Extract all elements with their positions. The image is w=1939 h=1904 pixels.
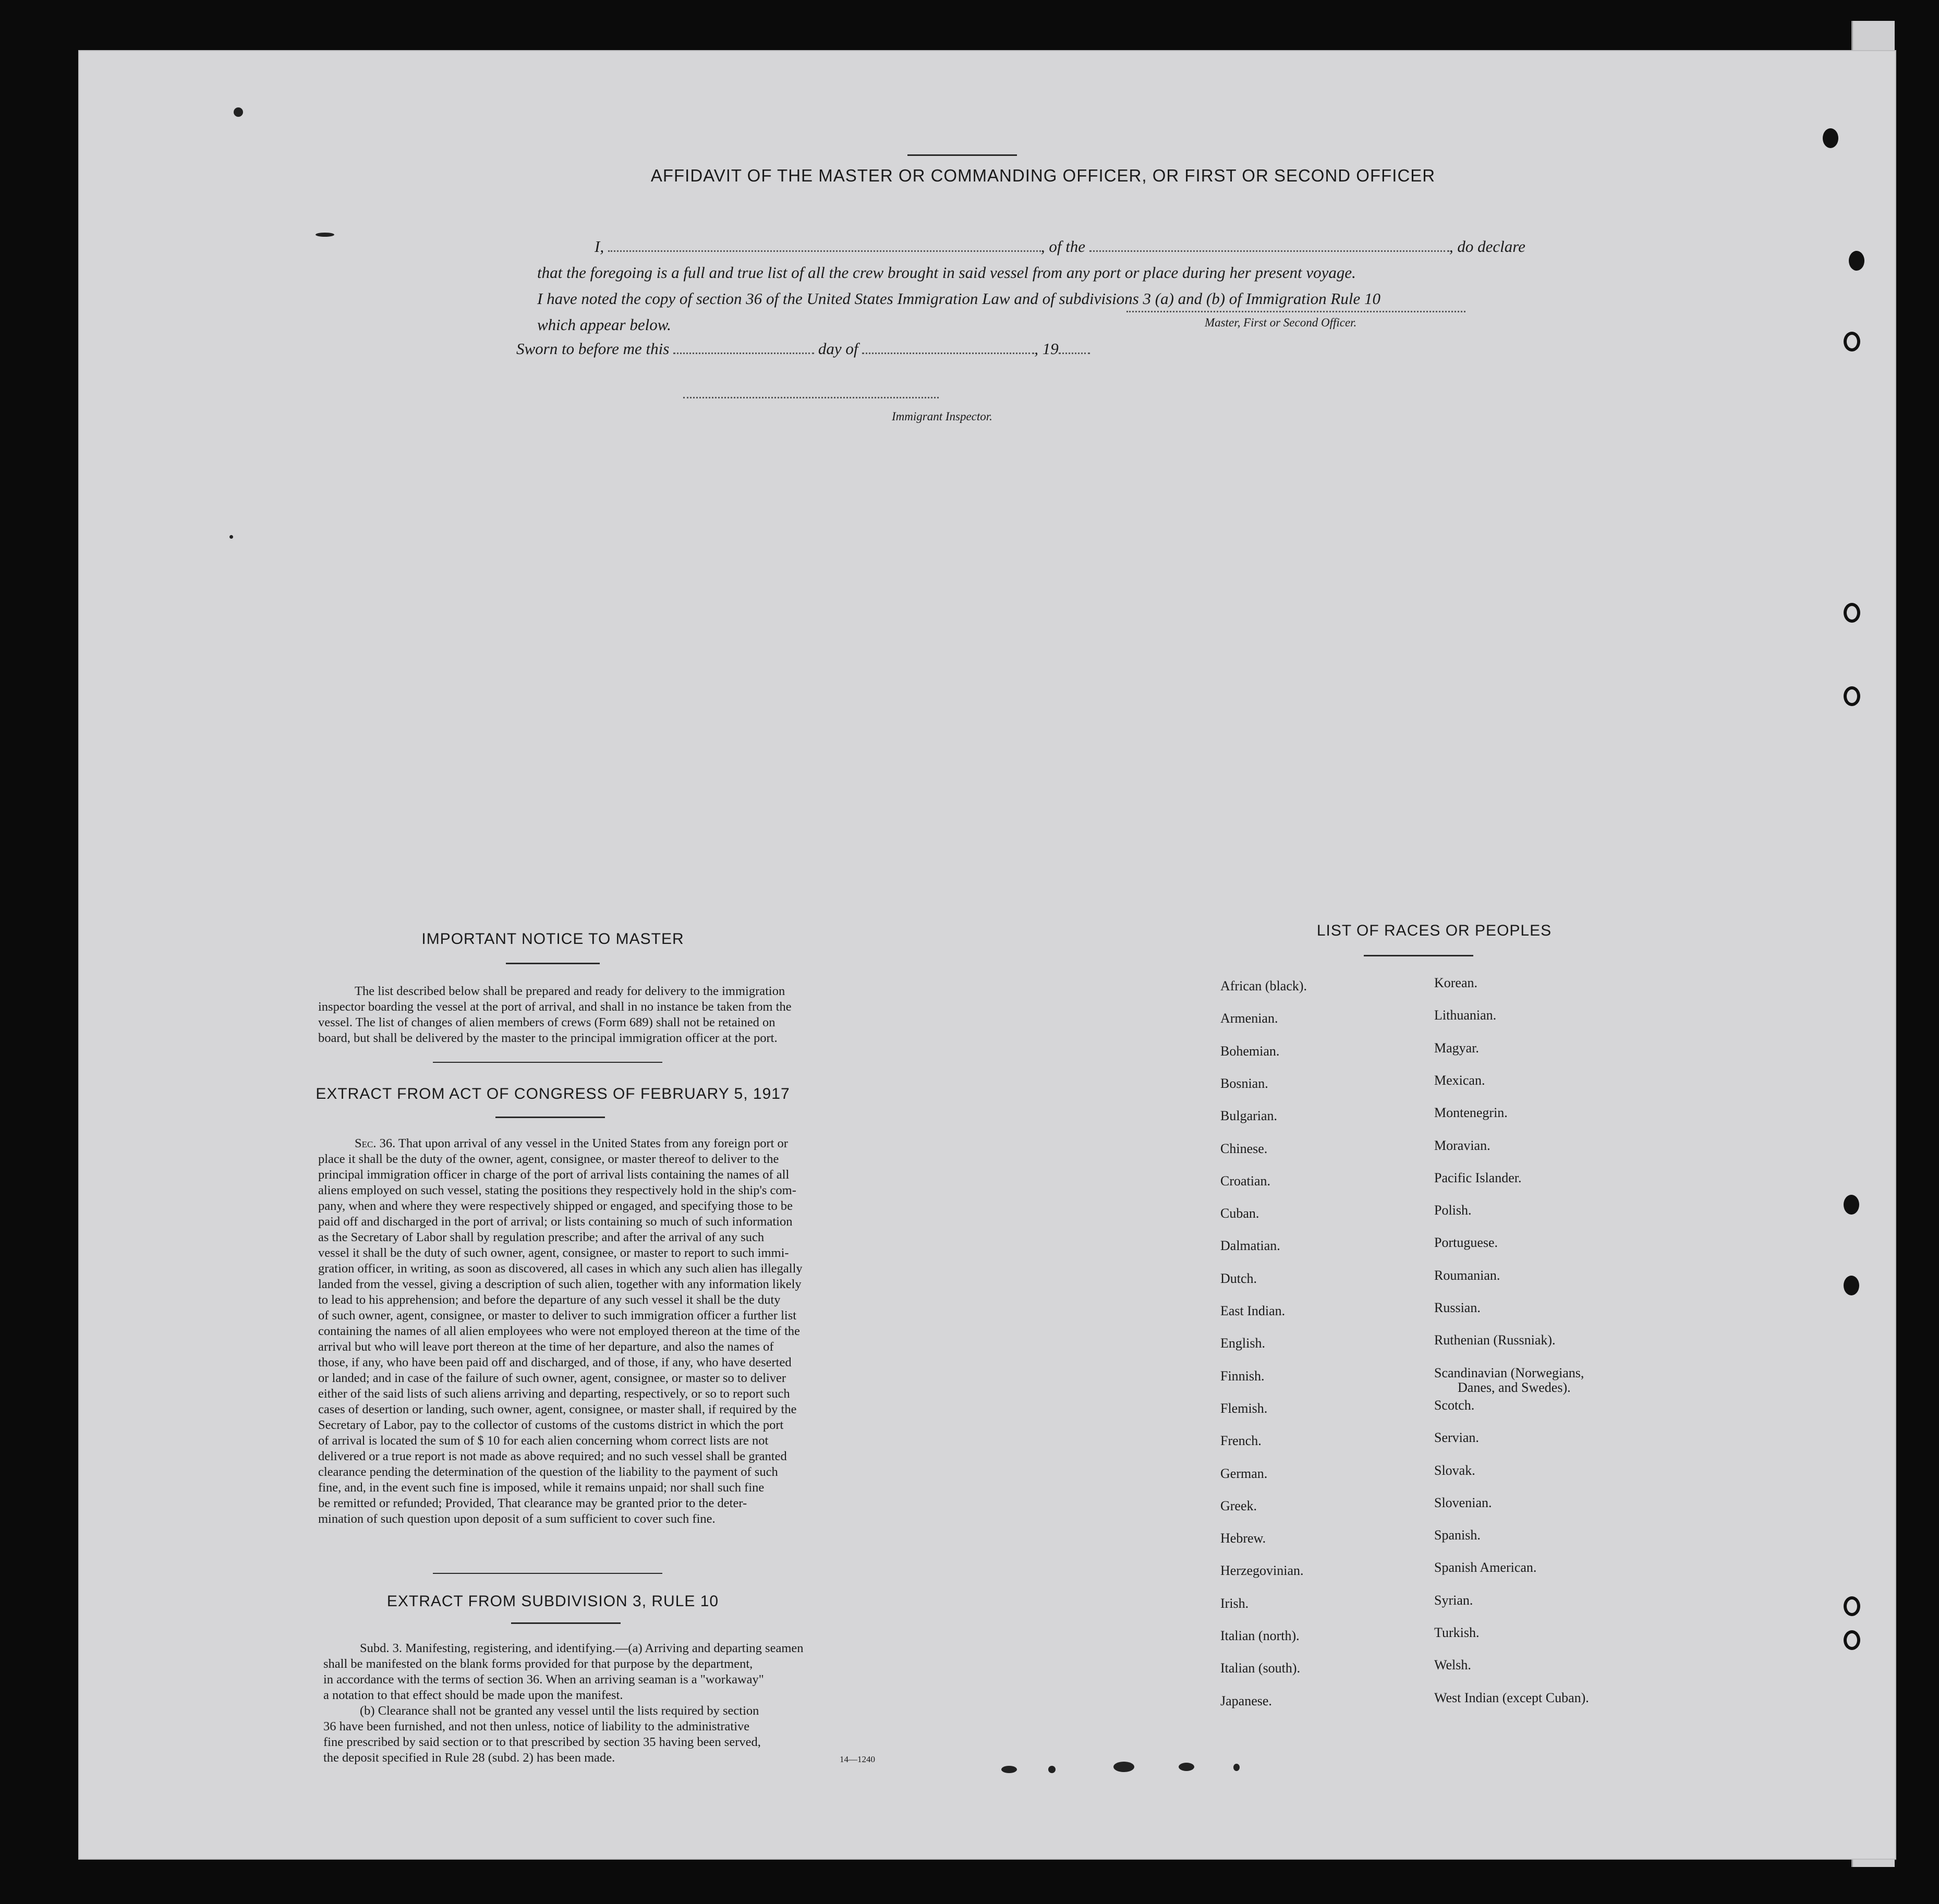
punch-hole xyxy=(1844,1276,1859,1295)
rule-title: EXTRACT FROM SUBDIVISION 3, RULE 10 xyxy=(386,1593,719,1610)
race-item: Polish. xyxy=(1434,1203,1472,1218)
master-label: Master, First or Second Officer. xyxy=(1205,316,1357,329)
race-item: Roumanian. xyxy=(1434,1267,1500,1283)
act-line: gration officer, in writing, as soon as discovered, all cases in which any such alien has illegally xyxy=(318,1262,803,1276)
rule-line: fine prescribed by said section or to that prescribed by section 35 having been served, xyxy=(323,1735,761,1749)
notice-body xyxy=(318,984,1012,1046)
punch-hole xyxy=(1844,603,1860,623)
rule-body xyxy=(323,1641,1012,1766)
act-line: be remitted or refunded; Provided, That clearance may be granted prior to the deter- xyxy=(318,1496,747,1510)
punch-hole xyxy=(1823,128,1838,148)
inspector-label: Immigrant Inspector. xyxy=(892,410,992,423)
race-item: English. xyxy=(1220,1336,1265,1351)
race-item: Ruthenian (Russniak). xyxy=(1434,1332,1556,1348)
master-signature-line[interactable] xyxy=(1126,311,1465,312)
form-number: 14—1240 xyxy=(840,1754,875,1764)
race-item: African (black). xyxy=(1220,978,1307,993)
race-item: Hebrew. xyxy=(1220,1531,1266,1546)
act-line: vessel it shall be the duty of such owner, agent, consignee, or master to report to such immi- xyxy=(318,1246,789,1260)
speck xyxy=(1179,1763,1194,1771)
notice-line: The list described below shall be prepared and ready for delivery to the immigration xyxy=(355,984,785,998)
rule-line: Subd. 3. Manifesting, registering, and identifying.—(a) Arriving and departing seamen xyxy=(360,1641,804,1655)
rule-rule xyxy=(511,1622,621,1624)
race-item: Finnish. xyxy=(1220,1368,1265,1384)
race-item: West Indian (except Cuban). xyxy=(1434,1690,1589,1705)
rule-line: shall be manifested on the blank forms provided for that purpose by the department, xyxy=(323,1657,753,1671)
race-item: Dalmatian. xyxy=(1220,1238,1280,1254)
notice-line: vessel. The list of changes of alien members of crews (Form 689) shall not be retained on xyxy=(318,1015,775,1029)
year-blank[interactable] xyxy=(1059,339,1090,354)
act-line: or landed; and in case of the failure of such owner, agent, consignee, or master so to deliver xyxy=(318,1371,786,1385)
race-item: Herzegovinian. xyxy=(1220,1563,1304,1579)
sworn-day-of: day of xyxy=(818,339,858,358)
punch-hole xyxy=(1844,686,1860,706)
sworn-prefix: Sworn to before me this xyxy=(516,339,670,358)
act-line: to lead to his apprehension; and before the departure of any such vessel it shall be the duty xyxy=(318,1293,781,1307)
race-item: Servian. xyxy=(1434,1430,1479,1446)
act-line: mination of such question upon deposit of a sum sufficient to cover such fine. xyxy=(318,1512,716,1526)
sworn-line xyxy=(516,336,1246,362)
races-title: LIST OF RACES OR PEOPLES xyxy=(1316,922,1552,939)
race-item: Scotch. xyxy=(1434,1397,1475,1413)
decl-do-declare: , do declare xyxy=(1449,237,1525,256)
notice-title: IMPORTANT NOTICE TO MASTER xyxy=(421,930,684,948)
speck xyxy=(316,233,334,237)
race-item: Russian. xyxy=(1434,1300,1481,1315)
race-item: Croatian. xyxy=(1220,1173,1271,1189)
act-line: landed from the vessel, giving a description of such alien, together with any information likely xyxy=(318,1277,802,1291)
decl-of-the: , of the xyxy=(1040,237,1086,256)
act-line: aliens employed on such vessel, stating the positions they respectively hold in the ship's com- xyxy=(318,1183,796,1197)
act-line: of arrival is located the sum of $ 10 for each alien concerning whom correct lists are not xyxy=(318,1434,769,1448)
race-item: Flemish. xyxy=(1220,1400,1268,1416)
act-line: those, if any, who have been paid off and discharged, and of those, if any, who have deserted xyxy=(318,1355,792,1369)
rule-line: in accordance with the terms of section 36. When an arriving seaman is a "workaway" xyxy=(323,1672,764,1687)
race-item: German. xyxy=(1220,1465,1268,1481)
punch-hole xyxy=(1844,1596,1860,1616)
notice-line: inspector boarding the vessel at the port of arrival, and shall in no instance be taken from the xyxy=(318,1000,792,1014)
rule-line: (b) Clearance shall not be granted any vessel until the lists required by section xyxy=(360,1704,759,1718)
race-item: Portuguese. xyxy=(1434,1235,1498,1251)
act-line: either of the said lists of such aliens arriving and departing, respectively, or so to report such xyxy=(318,1387,790,1401)
rule-line: a notation to that effect should be made upon the manifest. xyxy=(323,1688,623,1702)
punch-hole xyxy=(1849,251,1864,271)
race-item: Greek. xyxy=(1220,1498,1257,1513)
act-line: arrival but who will leave port thereon at the time of her departure, and also the names of xyxy=(318,1340,774,1354)
race-item: Turkish. xyxy=(1434,1625,1480,1640)
act-line: place it shall be the duty of the owner, agent, consignee, or master thereof to deliver to the xyxy=(318,1152,779,1166)
decl-line-4: which appear below. xyxy=(537,316,671,334)
act-line: fine, and, in the event such fine is imposed, while it remains unpaid; nor shall such fine xyxy=(318,1481,765,1495)
race-item: Bosnian. xyxy=(1220,1075,1268,1091)
races-rule xyxy=(1364,955,1473,956)
race-item: Bohemian. xyxy=(1220,1043,1280,1059)
race-item: Pacific Islander. xyxy=(1434,1170,1522,1185)
race-item: Japanese. xyxy=(1220,1693,1272,1708)
race-item: Moravian. xyxy=(1434,1137,1490,1153)
rule-line: 36 have been furnished, and not then unless, notice of liability to the administrative xyxy=(323,1719,750,1733)
race-item: Spanish American. xyxy=(1434,1560,1537,1575)
title-rule xyxy=(907,154,1017,156)
race-item: Mexican. xyxy=(1434,1072,1485,1088)
act-rule xyxy=(495,1117,605,1118)
race-item-continued: Danes, and Swedes). xyxy=(1458,1379,1571,1395)
speck xyxy=(1233,1764,1240,1771)
race-item: East Indian. xyxy=(1220,1303,1286,1318)
speck xyxy=(229,535,233,539)
race-item: Bulgarian. xyxy=(1220,1108,1278,1124)
race-item: Spanish. xyxy=(1434,1527,1481,1543)
punch-hole xyxy=(1844,1195,1859,1215)
speck xyxy=(1048,1766,1056,1773)
act-title: EXTRACT FROM ACT OF CONGRESS OF FEBRUARY 5, 1917 xyxy=(316,1085,790,1102)
race-item: Italian (north). xyxy=(1220,1628,1300,1643)
sworn-year: , 19 xyxy=(1034,339,1059,358)
speck xyxy=(234,107,243,117)
inspector-signature-line[interactable] xyxy=(683,397,939,398)
day-blank[interactable] xyxy=(673,339,814,354)
decl-i: I, xyxy=(595,237,604,256)
act-line: delivered or a true report is not made as above required; and no such vessel shall be granted xyxy=(318,1449,787,1463)
race-item: Cuban. xyxy=(1220,1206,1259,1221)
rule-line: the deposit specified in Rule 28 (subd. 2) has been made. xyxy=(323,1751,615,1765)
race-item: Welsh. xyxy=(1434,1657,1471,1673)
race-item: Dutch. xyxy=(1220,1270,1257,1286)
affidavit-title: AFFIDAVIT OF THE MASTER OR COMMANDING OFFICER, OR FIRST OR SECOND OFFICER xyxy=(650,166,1436,185)
race-item: Irish. xyxy=(1220,1595,1249,1611)
month-blank[interactable] xyxy=(862,339,1034,354)
race-item: Lithuanian. xyxy=(1434,1008,1497,1023)
act-line: principal immigration officer in charge of the port of arrival lists containing the names of all xyxy=(318,1168,790,1182)
act-line: as the Secretary of Labor shall by regulation prescribe; and after the arrival of any such xyxy=(318,1230,765,1244)
decl-line-3: I have noted the copy of section 36 of the United States Immigration Law and of subdivisions 3 (a) and (b) of Immigration Rule 10 xyxy=(537,289,1380,308)
act-body xyxy=(318,1136,1012,1527)
race-item: Slovenian. xyxy=(1434,1495,1492,1510)
race-item: Scandinavian (Norwegians, xyxy=(1434,1365,1584,1380)
race-item: Magyar. xyxy=(1434,1040,1479,1056)
race-item: Chinese. xyxy=(1220,1141,1268,1156)
act-line: That upon arrival of any vessel in the United States from any foreign port or xyxy=(398,1136,788,1150)
name-blank[interactable] xyxy=(608,237,1041,252)
race-item: French. xyxy=(1220,1433,1262,1449)
affidavit-declaration xyxy=(537,234,1549,338)
act-line: cases of desertion or landing, such owner, agent, consignee, or master shall, if required by the xyxy=(318,1402,797,1416)
race-item: Syrian. xyxy=(1434,1592,1473,1608)
race-item: Slovak. xyxy=(1434,1462,1475,1478)
vessel-blank[interactable] xyxy=(1089,237,1449,252)
act-line: pany, when and where they were respectively shipped or engaged, and specifying those to be xyxy=(318,1199,793,1213)
speck xyxy=(1113,1762,1134,1772)
race-item: Italian (south). xyxy=(1220,1660,1301,1676)
notice-rule xyxy=(506,963,600,964)
decl-line-2: that the foregoing is a full and true list of all the crew brought in said vessel from any port or place during her present voyage. xyxy=(537,263,1356,282)
punch-hole xyxy=(1844,332,1860,351)
document-page xyxy=(78,50,1896,1860)
notice-line: board, but shall be delivered by the master to the principal immigration officer at the port. xyxy=(318,1031,778,1045)
sec-label: Sec. 36. xyxy=(355,1136,396,1150)
race-item: Korean. xyxy=(1434,975,1478,990)
race-item: Armenian. xyxy=(1220,1011,1278,1026)
act-line: containing the names of all alien employees who were not employed thereon at the time of the xyxy=(318,1324,800,1338)
section-divider xyxy=(433,1062,662,1063)
race-item: Montenegrin. xyxy=(1434,1105,1508,1121)
speck xyxy=(1001,1766,1017,1773)
act-line: Secretary of Labor, pay to the collector of customs of the customs district in which the port xyxy=(318,1418,784,1432)
section-divider xyxy=(433,1573,662,1574)
act-line: of such owner, agent, consignee, or master to deliver to such immigration officer a further list xyxy=(318,1308,797,1323)
act-line: clearance pending the determination of the question of the liability to the payment of such xyxy=(318,1465,778,1479)
act-line: paid off and discharged in the port of arrival; or lists containing so much of such information xyxy=(318,1215,793,1229)
